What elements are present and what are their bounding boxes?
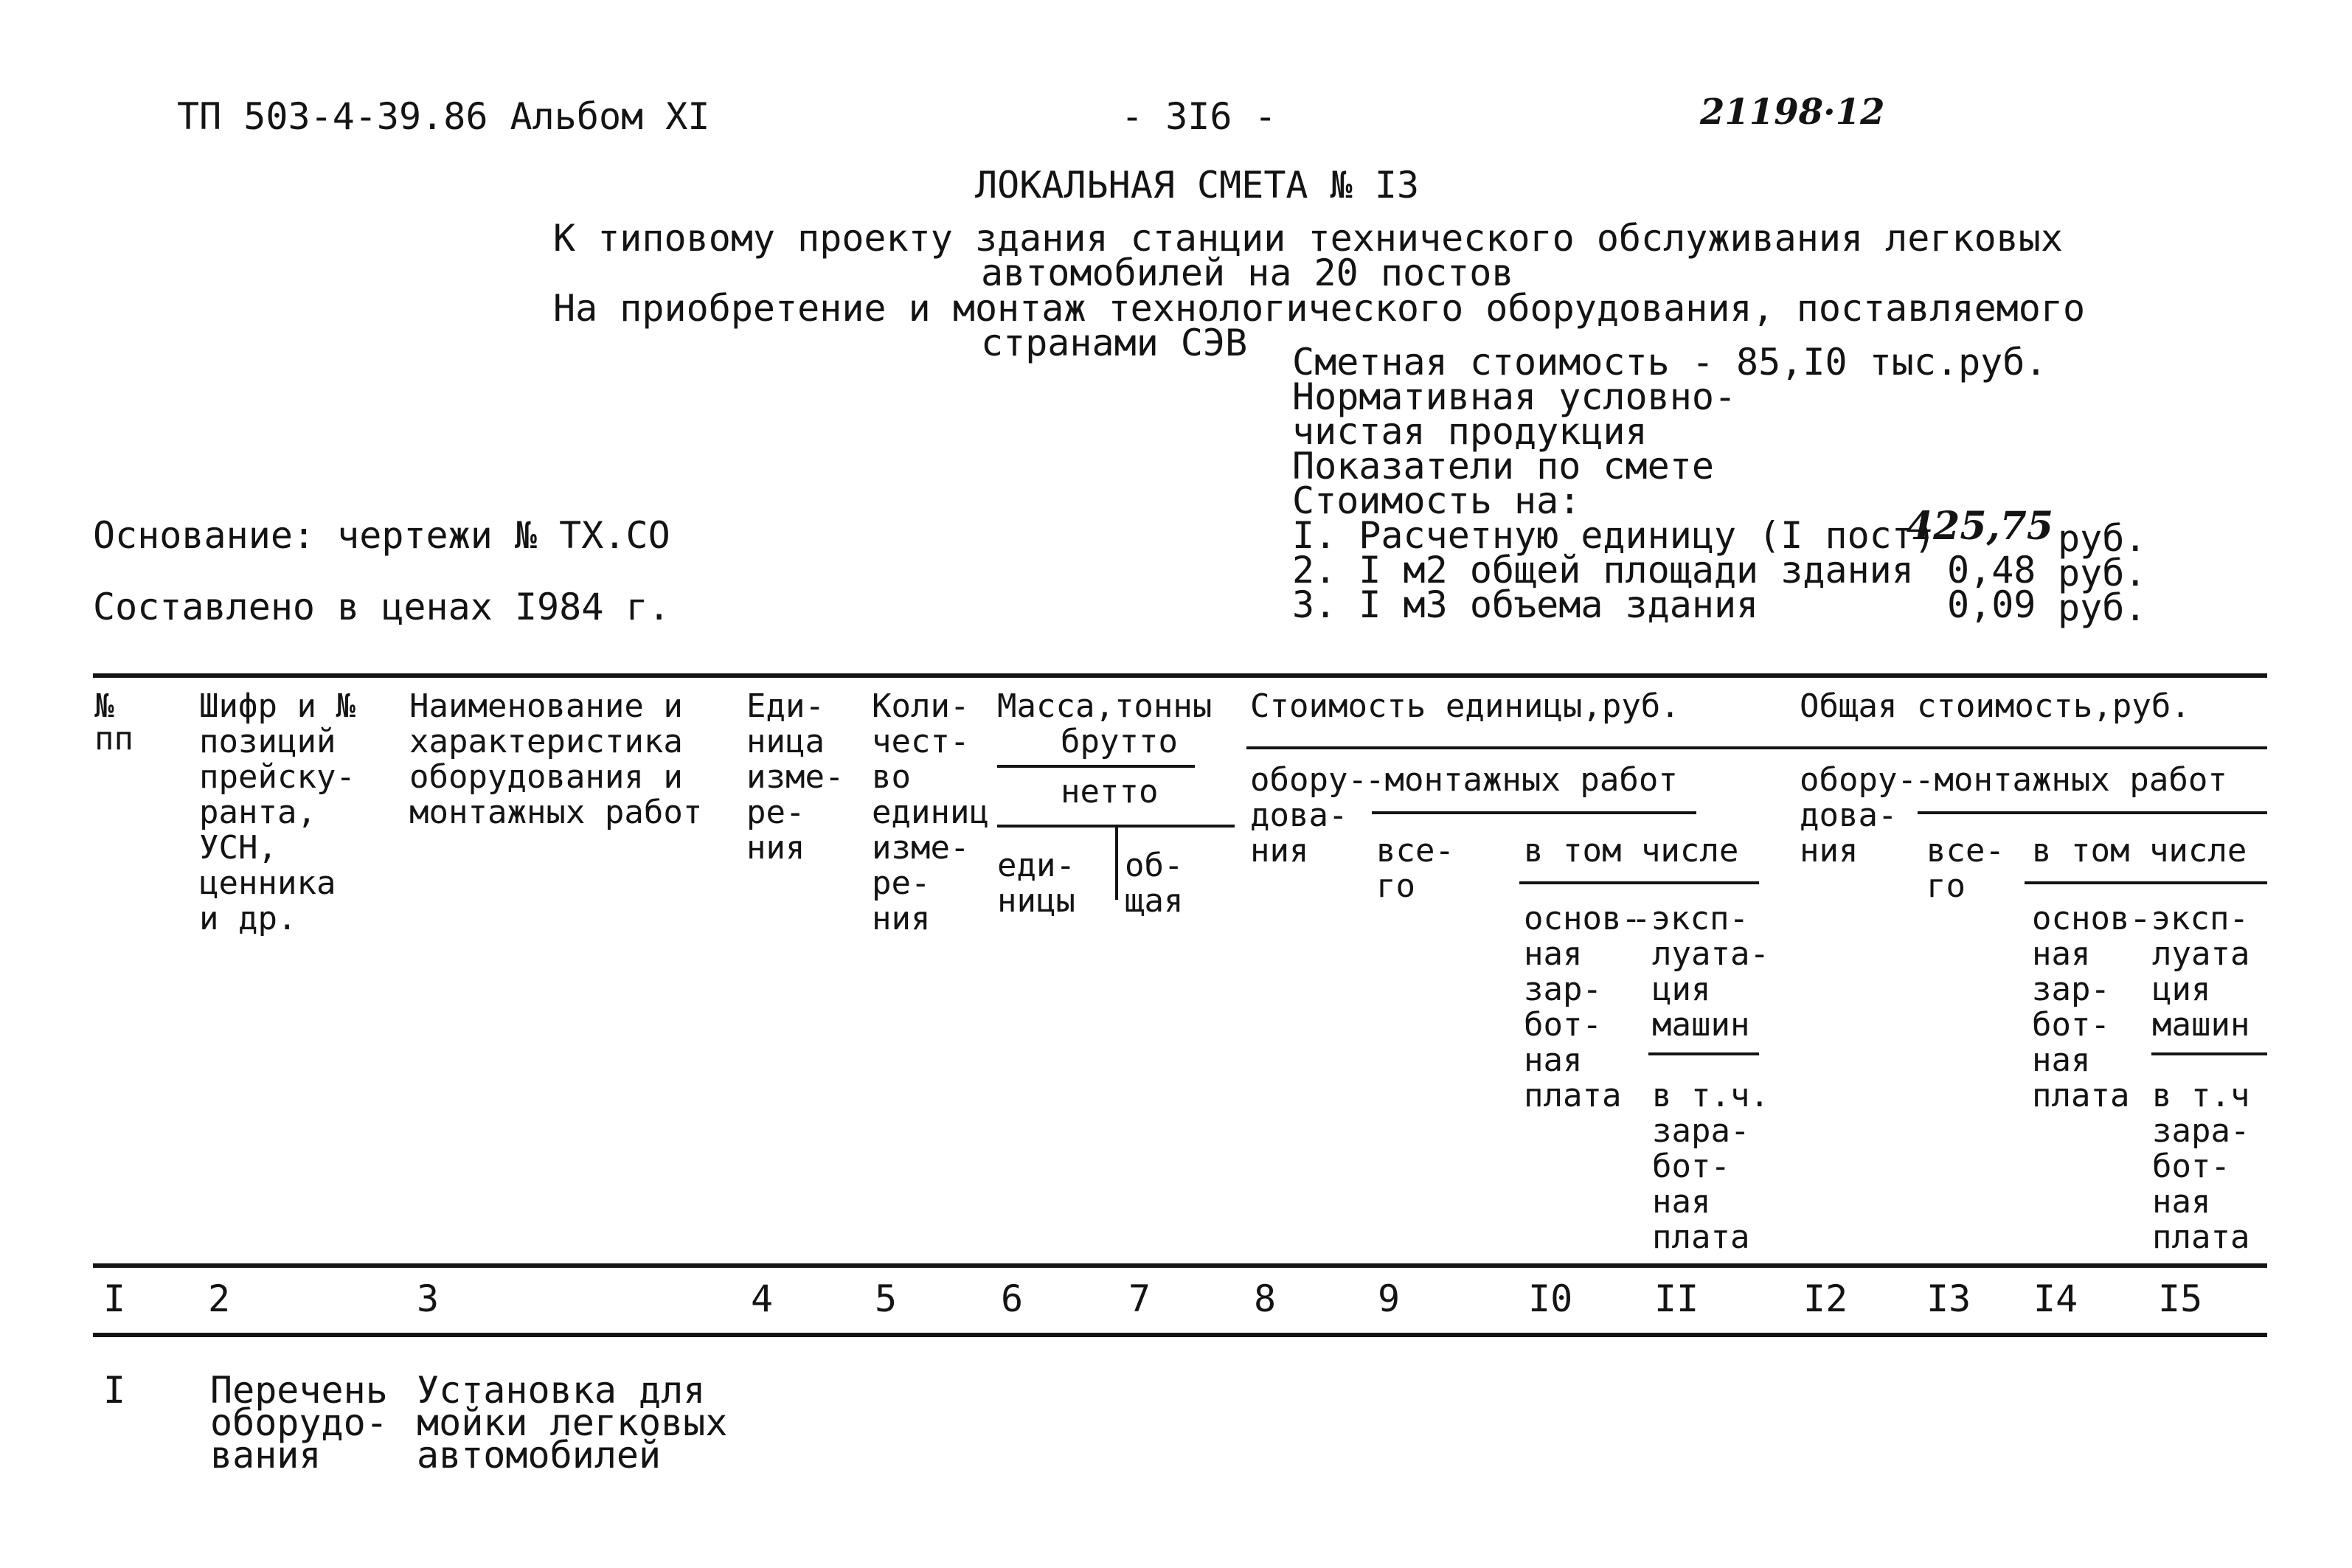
total-incl-wages-5: плата <box>2152 1218 2250 1256</box>
col-qty-header-7: ния <box>872 900 931 937</box>
row-1-name-3: автомобилей <box>417 1434 662 1477</box>
row-1-code-1: Перечень <box>210 1369 388 1412</box>
unit-machine-1: -эксп- <box>1631 900 1749 937</box>
unit-incl-wages-3: бот- <box>1652 1148 1730 1185</box>
col-name-header-2: характеристика <box>409 723 683 760</box>
unit-install-title: -монтажных работ <box>1365 761 1678 799</box>
total-cost-title: Общая стоимость,руб. <box>1800 687 2190 725</box>
col-qty-header-1: Коли- <box>872 687 970 725</box>
unit-wages-4: бот- <box>1524 1006 1602 1044</box>
basis-text: Основание: чертежи № ТХ.СО <box>93 514 670 557</box>
col-number-3: 3 <box>417 1277 440 1320</box>
unit-machine-2: луата- <box>1652 935 1769 973</box>
unit-wages-2: ная <box>1524 935 1583 973</box>
handwritten-code: 21198·12 <box>1700 91 1885 133</box>
document-code: ТП 503-4-39.86 Альбом XI <box>177 95 710 138</box>
col-number-15: I5 <box>2158 1277 2203 1320</box>
unit-including: в том числе <box>1524 832 1739 870</box>
row-1-code-2: оборудо- <box>210 1401 388 1444</box>
col-name-header-1: Наименование и <box>409 687 683 725</box>
col-number-12: I2 <box>1803 1277 1848 1320</box>
column-numbers-rule <box>93 1333 2267 1337</box>
total-machine-3: ция <box>2152 971 2211 1008</box>
col-unit-header-5: ния <box>746 829 805 867</box>
col-code-header-4: ранта, <box>199 794 316 831</box>
col-unit-header-2: ница <box>746 723 825 760</box>
unit-equip-header-3: ния <box>1250 832 1309 870</box>
unit-incl-wages-5: плата <box>1652 1218 1750 1256</box>
total-wages-4: бот- <box>2032 1006 2110 1044</box>
mass-netto: нетто <box>1061 773 1159 811</box>
col-number-4: 4 <box>751 1277 774 1320</box>
total-wages-2: ная <box>2032 935 2091 973</box>
total-including: в том числе <box>2032 832 2247 870</box>
total-machine-1: -эксп- <box>2131 900 2249 937</box>
row-1-code-3: вания <box>210 1434 322 1477</box>
normative-line-1: Нормативная условно- <box>1292 375 1737 418</box>
subtitle-line-2: автомобилей на 20 постов <box>981 251 1514 294</box>
including-rule-left <box>1519 881 1759 884</box>
indicator-2-value: 0,48 <box>1947 549 2036 592</box>
estimated-cost: Сметная стоимость - 85,I0 тыс.руб. <box>1292 341 2047 384</box>
header-bottom-rule <box>93 1263 2267 1268</box>
col-number-9: 9 <box>1378 1277 1401 1320</box>
col-number-10: I0 <box>1528 1277 1573 1320</box>
total-wages-6: плата <box>2032 1077 2130 1114</box>
total-machine-4: машин <box>2152 1006 2250 1044</box>
unit-machine-4: машин <box>1652 1006 1750 1044</box>
col-code-header-7: и др. <box>199 900 297 937</box>
mass-unit-header-2: ницы <box>997 882 1075 920</box>
col-unit-header-1: Еди- <box>746 687 825 725</box>
install-rule-right <box>1918 811 2267 814</box>
unit-equip-header-2: дова- <box>1250 797 1348 834</box>
col-code-header-3: прейску- <box>199 758 355 796</box>
page-title: ЛОКАЛЬНАЯ СМЕТА № I3 <box>975 164 1420 207</box>
page-number: - 3I6 - <box>1121 95 1277 138</box>
col-number-1: I <box>103 1277 126 1320</box>
total-equip-header-3: ния <box>1800 832 1859 870</box>
total-machine-2: луата <box>2152 935 2250 973</box>
indicator-3-label: 3. I м3 объема здания <box>1292 583 1759 626</box>
mass-brutto: брутто <box>1061 723 1178 760</box>
unit-wages-1: основ- <box>1524 900 1641 937</box>
install-rule-left <box>1372 811 1696 814</box>
col-number-11: II <box>1654 1277 1699 1320</box>
indicator-2-unit: руб. <box>2058 552 2147 594</box>
indicator-1-unit: руб. <box>2058 517 2147 560</box>
col-name-header-3: оборудования и <box>409 758 683 796</box>
prices-text: Составлено в ценах I984 г. <box>93 586 670 628</box>
col-qty-header-5: изме- <box>872 829 970 867</box>
col-unit-header-3: изме- <box>746 758 844 796</box>
total-total-header-2: го <box>1926 867 1966 905</box>
col-qty-header-3: во <box>872 758 911 796</box>
unit-wages-3: зар- <box>1524 971 1602 1008</box>
unit-incl-wages-1: в т.ч. <box>1652 1077 1769 1114</box>
col-code-header-1: Шифр и № <box>199 687 355 725</box>
indicator-3-value: 0,09 <box>1947 583 2036 626</box>
including-rule-right <box>2025 881 2267 884</box>
col-code-header-5: УСН, <box>199 829 277 867</box>
normative-line-2: чистая продукция <box>1292 410 1648 453</box>
indicator-3-unit: руб. <box>2058 586 2147 629</box>
total-wages-5: ная <box>2032 1041 2091 1079</box>
mass-total-header-1: об- <box>1125 847 1184 884</box>
cost-title-rule <box>1246 746 2267 749</box>
col-unit-header-4: ре- <box>746 794 805 831</box>
unit-cost-title: Стоимость единицы,руб. <box>1250 687 1680 725</box>
row-1-name-1: Установка для <box>417 1369 706 1412</box>
unit-total-header-2: го <box>1376 867 1415 905</box>
col-number-5: 5 <box>875 1277 898 1320</box>
unit-incl-wages-2: зара- <box>1652 1112 1750 1150</box>
total-total-header-1: все- <box>1926 832 2005 870</box>
row-1-name-2: мойки легковых <box>417 1401 728 1444</box>
col-qty-header-2: чест- <box>872 723 970 760</box>
col-code-header-2: позиций <box>199 723 336 760</box>
total-incl-wages-4: ная <box>2152 1183 2211 1221</box>
row-1-number: I <box>103 1369 126 1412</box>
subtitle-line-3: На приобретение и монтаж технологического оборудования, поставляемого <box>553 287 2086 330</box>
mass-divider <box>1115 826 1118 900</box>
col-num-header-2: пп <box>94 720 133 757</box>
indicator-1-label: I. Расчетную единицу (I пост) <box>1292 514 1936 557</box>
col-number-8: 8 <box>1254 1277 1277 1320</box>
total-equip-header-2: дова- <box>1800 797 1898 834</box>
col-qty-header-6: ре- <box>872 864 931 902</box>
total-equip-header-1: обору- <box>1800 761 1917 799</box>
total-incl-wages-3: бот- <box>2152 1148 2230 1185</box>
col-qty-header-4: единиц <box>872 794 989 831</box>
unit-wages-5: ная <box>1524 1041 1583 1079</box>
total-wages-1: основ- <box>2032 900 2149 937</box>
table-top-rule <box>93 673 2267 678</box>
col-number-13: I3 <box>1926 1277 1971 1320</box>
col-code-header-6: ценника <box>199 864 336 902</box>
mass-title: Масса,тонны <box>997 687 1213 725</box>
col-number-7: 7 <box>1128 1277 1151 1320</box>
mass-total-header-2: щая <box>1125 882 1184 920</box>
col-number-14: I4 <box>2033 1277 2078 1320</box>
subtitle-line-1: К типовому проекту здания станции технического обслуживания легковых <box>553 217 2063 260</box>
indicators-label: Показатели по смете <box>1292 445 1714 488</box>
unit-machine-3: ция <box>1652 971 1711 1008</box>
indicator-2-label: 2. I м2 общей площади здания <box>1292 549 1914 592</box>
unit-incl-wages-4: ная <box>1652 1183 1711 1221</box>
unit-equip-header-1: обору- <box>1250 761 1367 799</box>
col-name-header-4: монтажных работ <box>409 794 703 831</box>
indicator-1-value: 425,75 <box>1907 504 2054 549</box>
machine-rule-right <box>2151 1052 2267 1055</box>
unit-wages-6: плата <box>1524 1077 1622 1114</box>
cost-on-label: Стоимость на: <box>1292 479 1581 522</box>
col-number-2: 2 <box>208 1277 231 1320</box>
total-wages-3: зар- <box>2032 971 2110 1008</box>
total-incl-wages-2: зара- <box>2152 1112 2250 1150</box>
unit-total-header-1: все- <box>1376 832 1454 870</box>
col-num-header-1: № <box>94 687 114 725</box>
total-incl-wages-1: в т.ч <box>2152 1077 2250 1114</box>
total-install-title: -монтажных работ <box>1915 761 2227 799</box>
brutto-underline <box>997 765 1195 768</box>
mass-unit-header-1: еди- <box>997 847 1075 884</box>
subtitle-line-4: странами СЭВ <box>981 322 1248 364</box>
col-number-6: 6 <box>1001 1277 1024 1320</box>
machine-rule-left <box>1648 1052 1759 1055</box>
